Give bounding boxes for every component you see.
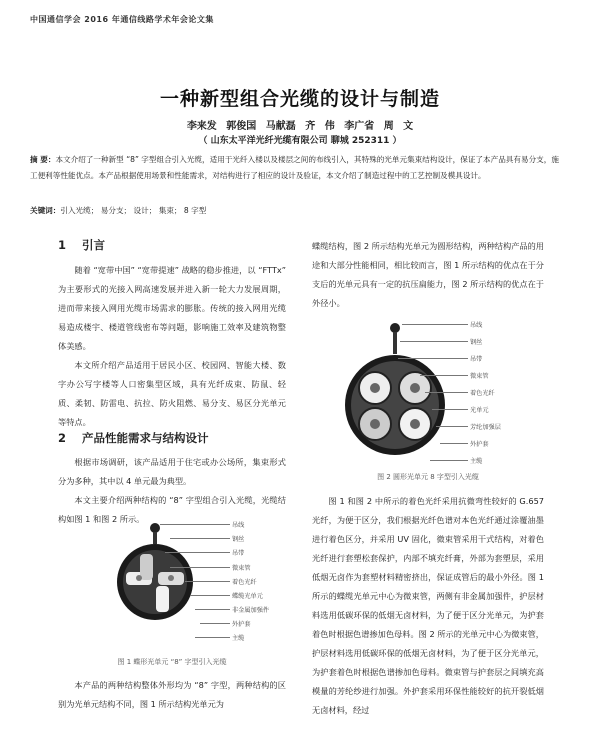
micro-tube: [370, 419, 380, 429]
micro-tube: [168, 575, 174, 581]
keywords-text: 引入光缆； 易分支； 设计； 集束； 8 字型: [60, 206, 207, 215]
section2-paragraph: 本文主要介绍两种结构的 “8” 字型组合引入光缆，光缆结构如图 1 和图 2 所示。: [58, 495, 286, 524]
web-strip: [393, 332, 397, 354]
section1-paragraph: 随着 “宽带中国” “宽带提速” 战略的稳步推进，以 “FTTx” 为主要形式的光接入网高速发展并进入新一轮大力发展周期，进而带来接入网用光缆市场需求的膨胀。传统的接入网用光缆易造成楼宇、楼道管线密布等问题，影响施工效率及建筑物整体美感。: [58, 265, 286, 351]
leader-line: [432, 409, 468, 410]
web-strip: [153, 532, 157, 544]
leader-line: [400, 341, 468, 342]
micro-tube: [136, 575, 142, 581]
section2-body-continued: [58, 676, 286, 714]
figure1-caption: 图 1 蝶形光单元 “8” 字型引入光缆: [117, 658, 227, 666]
leader-line: [195, 609, 230, 610]
authors: 李来发 郭俊国 马献磊 齐 伟 李广省 周 文: [186, 121, 414, 132]
leader-line: [170, 567, 230, 568]
leader-line: [170, 538, 230, 539]
leader-line: [160, 524, 230, 525]
fig1-label: 蝶缆光单元: [232, 593, 263, 600]
leader-line: [430, 460, 468, 461]
section1-heading: [58, 237, 105, 253]
fig1-label: 着色光纤: [232, 579, 257, 586]
leader-line: [165, 552, 230, 553]
section1-paragraph: 本文所介绍产品适用于居民小区、校园网、智能大楼、数字办公写字楼等人口密集型区域，具有光纤成束、防鼠、轻质、柔韧、防雷电、抗拉、防火阻燃、易分支、易区分光单元等特点。: [58, 360, 286, 427]
messenger-wire: [390, 323, 400, 333]
section2-paragraph: 根据市场调研，该产品适用于住宅或办公场所，集束形式分为多种，其中以 4 单元最为典型。: [58, 457, 286, 486]
fig1-label: 主缆: [232, 635, 245, 642]
right-column-body: [312, 492, 544, 720]
leader-line: [425, 392, 468, 393]
fig1-label: 钢丝: [232, 536, 245, 543]
right-paragraph: 图 1 和图 2 中所示的着色光纤采用抗微弯性较好的 G.657 光纤，为便于区分，我们根据光纤色谱对本色光纤通过涂覆油墨进行着色区分，并采用 UV 固化，微束管采用干式结构，对着色光纤进行套塑松套保护，内部不填充纤膏，外部为套塑层，采用低烟无卤作为套塑材料精密挤出，保证成管后的最小外径。图 1 所示的蝶缆光单元中心为微束管，两侧有非金属加强件，护层材料选用低碳环保的低烟无卤材料，为了便于区分光单元，为护套着色时根据色谱掺加色母料。图 2 所示的光单元中心为微束管，护层材料选用低碳环保的低烟无卤材料，为了便于区分光单元，为护套着色时根据色谱掺加色母料。微束管与护套层之间填充高模量的芳纶纱进行加强。外护套采用环保性能较好的抗开裂低烟无卤材料，经过: [312, 496, 544, 715]
leader-line: [436, 426, 468, 427]
leader-line: [420, 375, 468, 376]
section2-number: 2: [58, 431, 67, 445]
leader-line: [185, 581, 230, 582]
fig2-label: 吊带: [470, 356, 483, 363]
leader-line: [402, 324, 468, 325]
fig2-label: 主缆: [470, 458, 483, 465]
section1-body: [58, 261, 286, 432]
fig2-label: 微束管: [470, 373, 489, 380]
fig2-label: 吊线: [470, 322, 483, 329]
keywords-label: 关键词：: [30, 206, 61, 215]
fig1-label: 外护套: [232, 621, 251, 628]
journal-header: 中国通信学会 2016 年通信线路学术年会论文集: [30, 15, 214, 24]
micro-tube: [370, 383, 380, 393]
abstract-label: 摘 要：: [30, 155, 56, 164]
fig2-label: 光单元: [470, 407, 489, 414]
section2-title: 产品性能需求与结构设计: [82, 431, 209, 445]
section2-heading: [58, 430, 209, 446]
leader-line: [190, 595, 230, 596]
fig2-label: 外护套: [470, 441, 489, 448]
leader-line: [200, 623, 230, 624]
micro-tube: [410, 383, 420, 393]
fig2-label: 着色光纤: [470, 390, 495, 397]
leader-line: [195, 637, 230, 638]
paper-title: 一种新型组合光缆的设计与制造: [159, 88, 440, 110]
leader-line: [398, 358, 468, 359]
fig2-label: 钢丝: [470, 339, 483, 346]
micro-tube: [410, 419, 420, 429]
section1-number: 1: [58, 238, 67, 252]
figure1-cable-diagram: [110, 520, 220, 630]
figure2-caption: 图 2 圆形光单元 8 字型引入光缆: [377, 473, 479, 481]
fig2-label: 芳纶加强层: [470, 424, 501, 431]
fig1-label: 吊带: [232, 550, 245, 557]
right-paragraph: 蝶缆结构，图 2 所示结构光单元为圆形结构，两种结构产品的用途和大部分性能相同，相比较而言，图 1 所示结构的优点在于分支后的光单元具有一定的抗压扁能力，图 2 所示结构的优点在于外径小。: [312, 241, 544, 308]
affiliation: （ 山东太平洋光纤光缆有限公司 聊城 252311 ）: [198, 136, 402, 146]
keywords: [30, 205, 565, 216]
section2-body: [58, 453, 286, 529]
leader-line: [440, 443, 468, 444]
drop-unit-3: [140, 554, 153, 580]
abstract: [30, 152, 565, 184]
drop-unit-4: [156, 586, 169, 612]
abstract-text: 本文介绍了一种新型 “8” 字型组合引入光缆，适用于光纤入楼以及楼层之间的布线引入，其特殊的光单元集束结构设计，保证了本产品具有易分支，施工便利等性能优点。本产品根据使用场景和性能需求，对结构进行了相应的设计及验证，本文介绍了制造过程中的工艺控制及模具设计。: [30, 155, 559, 180]
fig1-label: 吊线: [232, 522, 245, 529]
section2-paragraph: 本产品的两种结构整体外形均为 “8” 字型，两种结构的区别为光单元结构不同，图 1 所示结构光单元为: [58, 680, 286, 709]
right-column-top: [312, 237, 544, 313]
section1-title: 引言: [82, 238, 105, 252]
messenger-wire: [150, 523, 160, 533]
fig1-label: 非金属加强件: [232, 607, 270, 614]
fig1-label: 微束管: [232, 565, 251, 572]
